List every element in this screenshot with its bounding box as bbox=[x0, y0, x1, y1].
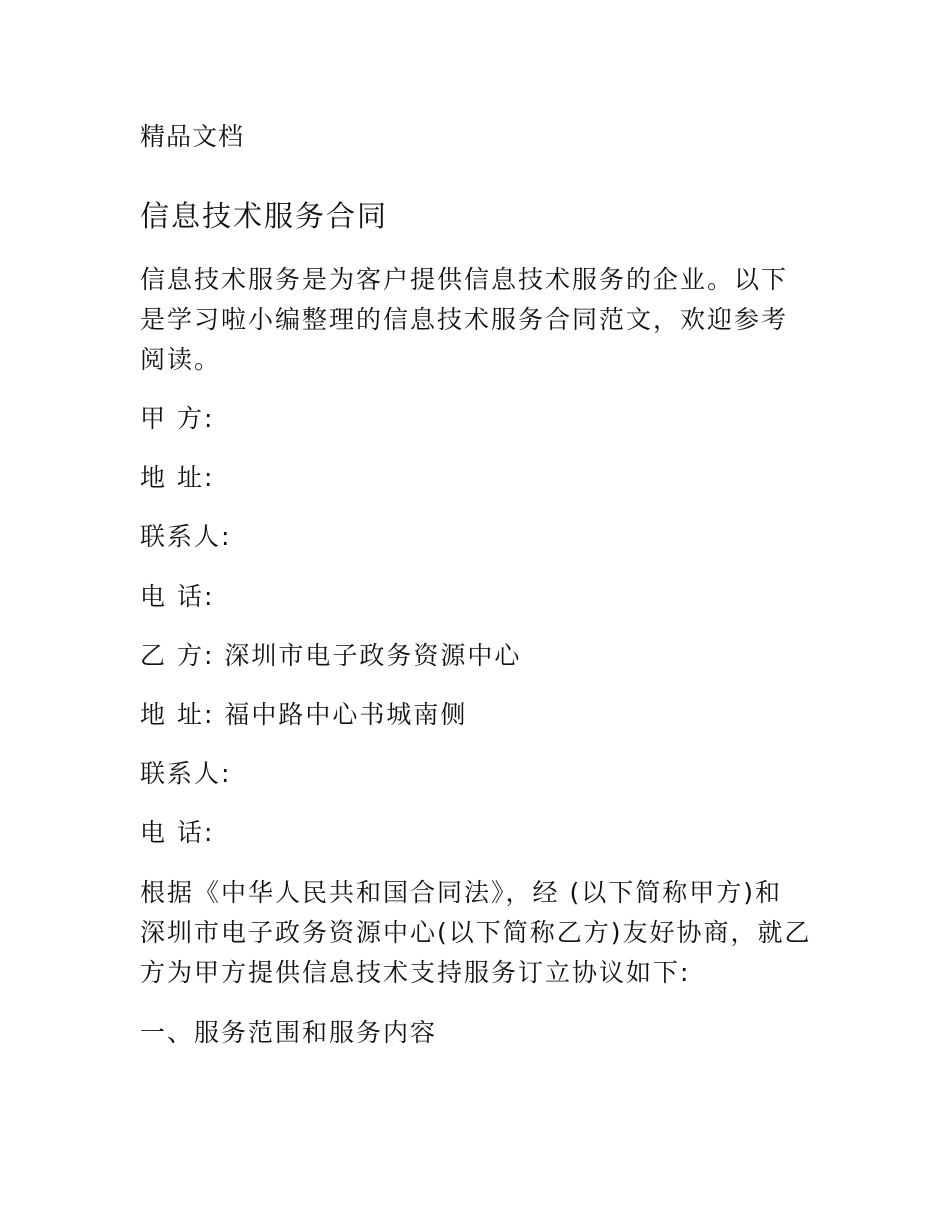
party-a-name-field: 甲 方: bbox=[140, 404, 215, 433]
party-a-contact-field: 联系人: bbox=[140, 522, 232, 551]
paragraph-line: 根据《中华人民共和国合同法》，经 (以下简称甲方)和 bbox=[140, 878, 782, 907]
intro-line: 是学习啦小编整理的信息技术服务合同范文，欢迎参考 bbox=[140, 305, 789, 334]
intro-line: 信息技术服务是为客户提供信息技术服务的企业。以下 bbox=[140, 265, 789, 294]
header-label: 精品文档 bbox=[140, 122, 245, 151]
paragraph-line: 深圳市电子政务资源中心(以下简称乙方)友好协商，就乙 bbox=[140, 918, 812, 947]
paragraph-line: 方为甲方提供信息技术支持服务订立协议如下: bbox=[140, 958, 691, 987]
party-a-address-field: 地 址: bbox=[140, 463, 215, 492]
party-b-address-field: 地 址: 福中路中心书城南侧 bbox=[140, 700, 468, 729]
intro-paragraph bbox=[140, 260, 812, 380]
document-title: 信息技术服务合同 bbox=[140, 199, 389, 233]
section-heading: 一、服务范围和服务内容 bbox=[140, 1018, 438, 1047]
intro-line: 阅读。 bbox=[140, 345, 222, 374]
agreement-paragraph bbox=[140, 873, 820, 993]
party-a-phone-field: 电 话: bbox=[140, 582, 215, 611]
party-b-phone-field: 电 话: bbox=[140, 818, 215, 847]
party-b-name-field: 乙 方: 深圳市电子政务资源中心 bbox=[140, 641, 522, 670]
party-b-contact-field: 联系人: bbox=[140, 759, 232, 788]
